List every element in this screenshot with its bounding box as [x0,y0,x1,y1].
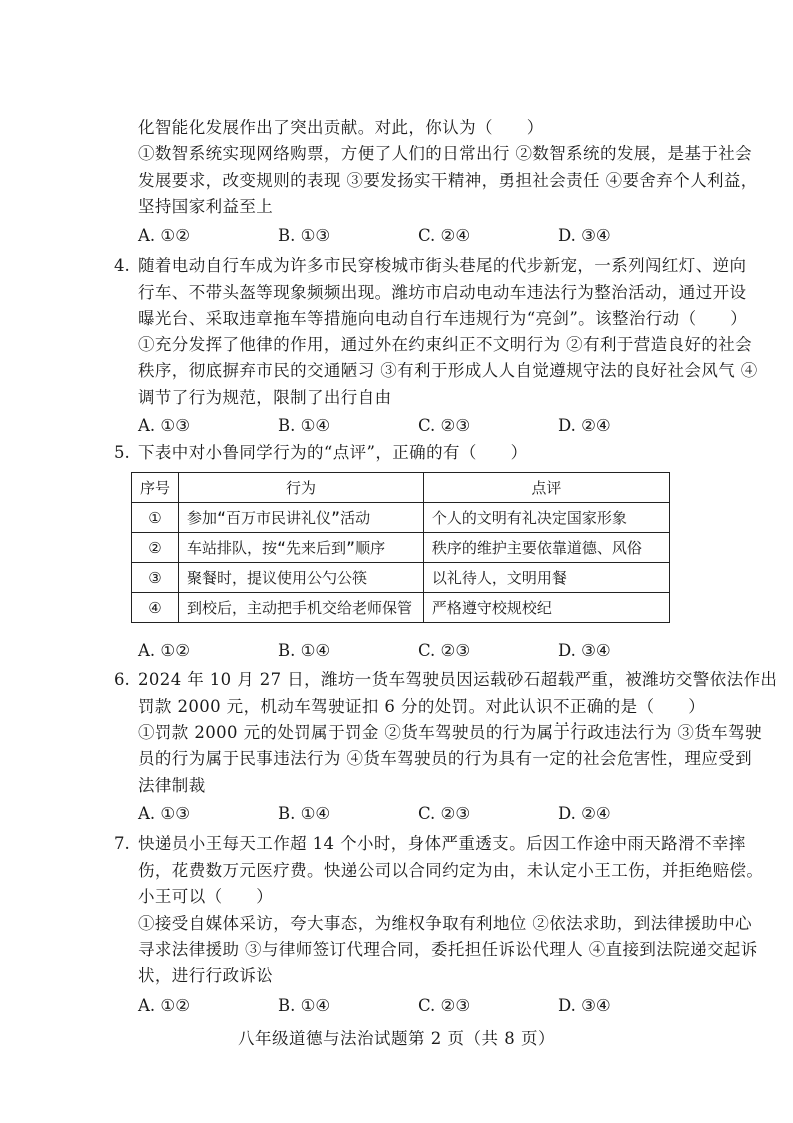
q3-choice-line-2: 发展要求，改变规则的表现 ③要发扬实干精神，勇担社会责任 ④要舍弃个人利益， [138,171,758,190]
q4-option-b[interactable]: B. ①④ [278,416,331,435]
table-row [132,593,670,623]
q3-option-b[interactable]: B. ①③ [278,226,331,245]
q3-option-d[interactable]: D. ③④ [558,226,611,245]
table-header-number: 序号 [132,473,179,503]
table-cell-number: ④ [132,593,179,623]
q3-option-a[interactable]: A. ①② [138,226,190,245]
table-cell-behavior: 到校后，主动把手机交给老师保管 [179,593,424,623]
table-cell-behavior: 聚餐时，提议使用公勺公筷 [179,563,424,593]
q5-option-c[interactable]: C. ②③ [418,641,471,660]
q6-stem-text: 罚款 2000 元，机动车驾驶证扣 6 分的处罚。对此认识 [138,697,554,716]
table-header-row [132,473,670,503]
table-cell-review: 个人的文明有礼决定国家形象 [423,503,669,533]
q5-option-d[interactable]: D. ③④ [558,641,611,660]
q4-option-a[interactable]: A. ①③ [138,416,190,435]
q3-stem-line-1: 化智能化发展作出了突出贡献。对此，你认为（ ） [138,118,544,137]
q4-choice-line-2: 秩序，彻底摒弃市民的交通陋习 ③有利于形成人人自觉遵规守法的良好社会风气 ④ [138,361,758,380]
q6-option-a[interactable]: A. ①③ [138,804,190,823]
table-row [132,533,670,563]
q5-number: 5. [114,443,130,462]
q4-number: 4. [114,256,130,275]
q6-option-b[interactable]: B. ①④ [278,804,331,823]
q4-stem-line-2: 行车、不带头盔等现象频频出现。潍坊市启动电动车违法行为整治活动，通过开设 [138,283,747,302]
q4-stem-line-3: 曝光台、采取违章拖车等措施向电动自行车违规行为“亮剑”。该整治行动（ ） [138,309,748,328]
q7-number: 7. [114,834,130,853]
q5-option-a[interactable]: A. ①② [138,641,190,660]
q5-stem: 下表中对小鲁同学行为的“点评”，正确的有（ ） [138,443,528,462]
page-footer: 八年级道德与法治试题第 2 页（共 8 页） [238,1029,555,1048]
table-row [132,503,670,533]
q6-stem-text-end: 的是（ ） [603,697,706,716]
q7-choice-line-3: 状，进行行政诉讼 [138,966,274,985]
q7-options [138,995,738,1017]
q6-emphasis-not-correct: 不正确 · · · [553,696,604,718]
behavior-review-table [131,472,670,623]
q6-stem-line-1: 2024 年 10 月 27 日，潍坊一货车驾驶员因运载砂石超载严重，被潍坊交警依法作出 [138,670,778,689]
q6-option-d[interactable]: D. ②④ [558,804,611,823]
q4-choice-line-3: 调节了行为规范，限制了出行自由 [138,388,392,407]
q7-option-a[interactable]: A. ①② [138,996,190,1015]
q6-number: 6. [114,670,130,689]
table-row [132,563,670,593]
q7-choice-line-1: ①接受自媒体采访，夸大事态，为维权争取有利地位 ②依法求助，到法律援助中心 [138,914,753,933]
q3-options [138,225,738,247]
table-cell-review: 严格遵守校规校纪 [423,593,669,623]
q7-option-b[interactable]: B. ①④ [278,996,331,1015]
q6-choice-line-3: 法律制裁 [138,776,206,795]
table-cell-number: ③ [132,563,179,593]
q6-options [138,803,738,825]
q6-option-c[interactable]: C. ②③ [418,804,471,823]
q6-stem-line-2 [138,696,705,718]
q4-choice-line-1: ①充分发挥了他律的作用，通过外在约束纠正不文明行为 ②有利于营造良好的社会 [138,335,753,354]
q6-choice-line-1: ①罚款 2000 元的处罚属于罚金 ②货车驾驶员的行为属于行政违法行为 ③货车驾驶 [138,723,762,742]
q7-stem-line-2: 伤，花费数万元医疗费。快递公司以合同约定为由，未认定小王工伤，并拒绝赔偿。 [138,861,764,880]
q4-option-d[interactable]: D. ②④ [558,416,611,435]
q4-options [138,415,738,437]
table-cell-behavior: 车站排队，按“先来后到”顺序 [179,533,424,563]
q7-stem-line-3: 小王可以（ ） [138,887,274,906]
q4-option-c[interactable]: C. ②③ [418,416,471,435]
table-cell-review: 以礼待人，文明用餐 [423,563,669,593]
q7-option-c[interactable]: C. ②③ [418,996,471,1015]
q4-stem-line-1: 随着电动自行车成为许多市民穿梭城市街头巷尾的代步新宠，一系列闯红灯、逆向 [138,256,747,275]
table-cell-behavior: 参加“百万市民讲礼仪”活动 [179,503,424,533]
table-header-review: 点评 [423,473,669,503]
table-cell-review: 秩序的维护主要依靠道德、风俗 [423,533,669,563]
q5-option-b[interactable]: B. ①④ [278,641,331,660]
table-header-behavior: 行为 [179,473,424,503]
q7-choice-line-2: 寻求法律援助 ③与律师签订代理合同，委托担任诉讼代理人 ④直接到法院递交起诉 [138,940,758,959]
q7-option-d[interactable]: D. ③④ [558,996,611,1015]
q5-options [138,640,738,662]
q3-choice-line-3: 坚持国家利益至上 [138,197,274,216]
q6-choice-line-2: 员的行为属于民事违法行为 ④货车驾驶员的行为具有一定的社会危害性，理应受到 [138,749,753,768]
q3-option-c[interactable]: C. ②④ [418,226,471,245]
q3-choice-line-1: ①数智系统实现网络购票，方便了人们的日常出行 ②数智系统的发展，是基于社会 [138,144,753,163]
table-cell-number: ① [132,503,179,533]
q7-stem-line-1: 快递员小王每天工作超 14 个小时，身体严重透支。后因工作途中雨天路滑不幸摔 [138,834,746,853]
table-cell-number: ② [132,533,179,563]
